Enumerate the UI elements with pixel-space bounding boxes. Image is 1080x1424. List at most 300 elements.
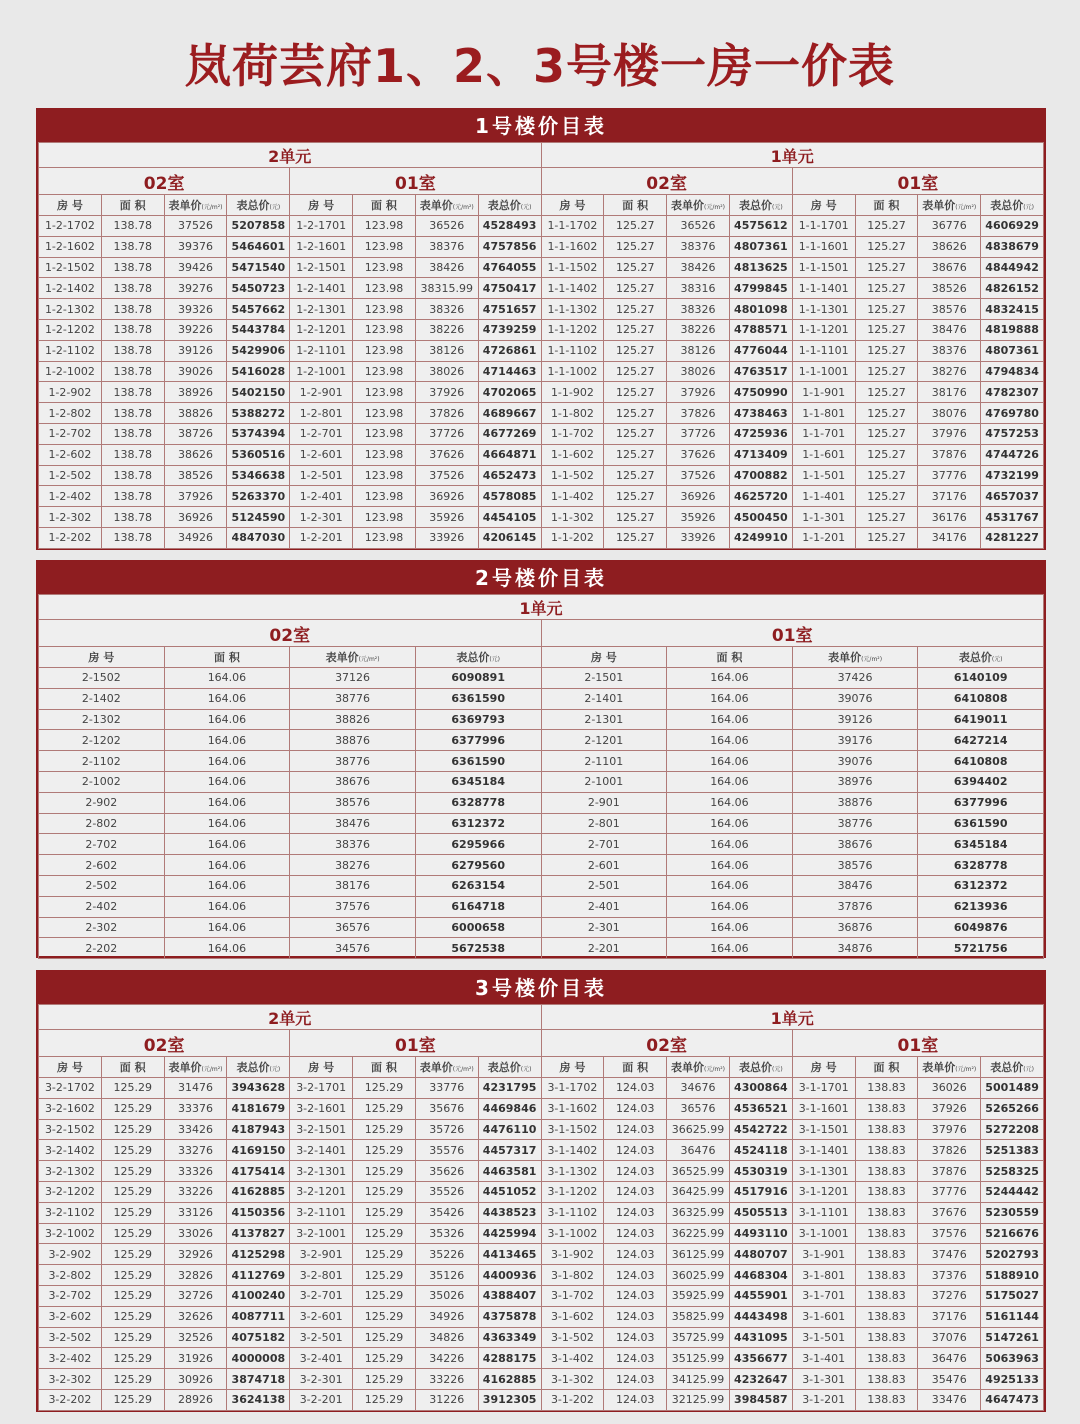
table-row xyxy=(39,236,1044,257)
area-cell: 164.06 xyxy=(667,792,793,813)
total-price-cell: 4689667 xyxy=(478,403,541,424)
unit-price-cell: 38226 xyxy=(667,319,730,340)
col-header-total-unit: (元) xyxy=(520,1066,532,1073)
col-header-unit-price-label: 表单价 xyxy=(168,199,202,212)
room-label: 01室 xyxy=(541,620,1044,647)
table-row xyxy=(39,319,1044,340)
unit-price-cell: 35326 xyxy=(415,1223,478,1244)
area-cell: 123.98 xyxy=(353,527,416,548)
room-no-cell: 1-1-1102 xyxy=(541,340,604,361)
total-price-cell: 5346638 xyxy=(227,465,290,486)
unit-price-cell: 37976 xyxy=(918,1119,981,1140)
room-no-cell: 3-2-301 xyxy=(290,1369,353,1390)
area-cell: 138.78 xyxy=(101,486,164,507)
room-no-cell: 1-1-1502 xyxy=(541,257,604,278)
table-row xyxy=(39,1181,1044,1202)
unit-price-cell: 36026 xyxy=(918,1078,981,1099)
unit-price-cell: 32526 xyxy=(164,1327,227,1348)
area-cell: 138.83 xyxy=(855,1327,918,1348)
total-price-cell: 4112769 xyxy=(227,1265,290,1286)
total-price-cell: 5063963 xyxy=(981,1348,1044,1369)
total-price-cell: 5216676 xyxy=(981,1223,1044,1244)
room-no-cell: 3-2-802 xyxy=(39,1265,102,1286)
col-header-total-unit: (元) xyxy=(269,1066,281,1073)
room-no-cell: 3-1-1301 xyxy=(792,1161,855,1182)
col-header-unit-price-label: 表单价 xyxy=(671,199,705,212)
area-cell: 123.98 xyxy=(353,507,416,528)
area-cell: 164.06 xyxy=(164,668,290,689)
total-price-cell: 4400936 xyxy=(478,1265,541,1286)
room-no-cell: 1-2-1501 xyxy=(290,257,353,278)
table-row xyxy=(39,527,1044,548)
total-price-cell: 5402150 xyxy=(227,382,290,403)
unit-price-cell: 38776 xyxy=(792,813,918,834)
unit-price-cell: 37426 xyxy=(792,668,918,689)
area-cell: 123.98 xyxy=(353,382,416,403)
table-row xyxy=(39,1306,1044,1327)
unit-price-cell: 33226 xyxy=(164,1181,227,1202)
total-price-cell: 5374394 xyxy=(227,423,290,444)
total-price-cell: 4206145 xyxy=(478,527,541,548)
room-label: 02室 xyxy=(541,1030,792,1057)
area-cell: 125.29 xyxy=(101,1285,164,1306)
total-price-cell: 6361590 xyxy=(415,688,541,709)
area-cell: 123.98 xyxy=(353,423,416,444)
room-no-cell: 3-1-1501 xyxy=(792,1119,855,1140)
unit-price-cell: 38876 xyxy=(792,792,918,813)
room-no-cell: 1-2-202 xyxy=(39,527,102,548)
area-cell: 125.29 xyxy=(353,1285,416,1306)
table-row xyxy=(39,1161,1044,1182)
room-no-cell: 1-2-801 xyxy=(290,403,353,424)
room-no-cell: 1-2-302 xyxy=(39,507,102,528)
total-price-cell: 4702065 xyxy=(478,382,541,403)
col-header-total xyxy=(918,647,1044,668)
area-cell: 125.27 xyxy=(855,444,918,465)
total-price-cell: 3943628 xyxy=(227,1078,290,1099)
room-no-cell: 2-1402 xyxy=(39,688,165,709)
area-cell: 123.98 xyxy=(353,486,416,507)
room-no-cell: 1-1-702 xyxy=(541,423,604,444)
col-header-total xyxy=(981,195,1044,216)
unit-price-cell: 38676 xyxy=(290,771,416,792)
total-price-cell: 5202793 xyxy=(981,1244,1044,1265)
unit-price-cell: 33126 xyxy=(164,1202,227,1223)
total-price-cell: 4536521 xyxy=(729,1098,792,1119)
col-header-no: 房 号 xyxy=(290,195,353,216)
room-no-cell: 3-2-1202 xyxy=(39,1181,102,1202)
room-no-cell: 1-1-1002 xyxy=(541,361,604,382)
unit-price-cell: 31476 xyxy=(164,1078,227,1099)
area-cell: 164.06 xyxy=(667,834,793,855)
unit-price-cell: 34676 xyxy=(667,1078,730,1099)
area-cell: 125.29 xyxy=(353,1181,416,1202)
unit-price-cell: 36176 xyxy=(918,507,981,528)
col-header-area: 面 积 xyxy=(353,195,416,216)
col-header-unit-price-label: 表单价 xyxy=(671,1061,705,1074)
total-price-cell: 5175027 xyxy=(981,1285,1044,1306)
total-price-cell: 4100240 xyxy=(227,1285,290,1306)
unit-price-cell: 37526 xyxy=(415,465,478,486)
unit-price-cell: 37876 xyxy=(792,896,918,917)
total-price-cell: 5251383 xyxy=(981,1140,1044,1161)
total-price-cell: 6000658 xyxy=(415,917,541,938)
area-cell: 125.29 xyxy=(101,1202,164,1223)
unit-price-cell: 35926 xyxy=(415,507,478,528)
area-cell: 138.83 xyxy=(855,1078,918,1099)
unit-price-cell: 37676 xyxy=(918,1202,981,1223)
unit-price-cell: 38376 xyxy=(918,340,981,361)
room-no-cell: 2-1001 xyxy=(541,771,667,792)
col-header-total-label: 表总价 xyxy=(487,199,521,212)
total-price-cell: 4652473 xyxy=(478,465,541,486)
unit-price-cell: 35626 xyxy=(415,1161,478,1182)
area-cell: 125.27 xyxy=(604,527,667,548)
unit-price-cell: 38676 xyxy=(792,834,918,855)
room-no-cell: 2-402 xyxy=(39,896,165,917)
unit-price-cell: 35926 xyxy=(667,507,730,528)
area-cell: 125.27 xyxy=(855,527,918,548)
col-header-area: 面 积 xyxy=(604,195,667,216)
unit-price-cell: 37926 xyxy=(415,382,478,403)
area-cell: 164.06 xyxy=(667,730,793,751)
room-no-cell: 2-1201 xyxy=(541,730,667,751)
table-row xyxy=(39,688,1044,709)
room-no-cell: 3-1-601 xyxy=(792,1306,855,1327)
room-no-cell: 2-902 xyxy=(39,792,165,813)
table-row xyxy=(39,1223,1044,1244)
unit-price-cell: 33776 xyxy=(415,1078,478,1099)
area-cell: 124.03 xyxy=(604,1369,667,1390)
total-price-cell: 4231795 xyxy=(478,1078,541,1099)
area-cell: 138.83 xyxy=(855,1140,918,1161)
col-header-total-unit: (元) xyxy=(489,656,501,663)
col-header-total-unit: (元) xyxy=(1023,1066,1034,1073)
total-price-cell: 4363349 xyxy=(478,1327,541,1348)
unit-price-cell: 33476 xyxy=(918,1389,981,1410)
room-no-cell: 3-2-701 xyxy=(290,1285,353,1306)
col-header-unit-price-label: 表单价 xyxy=(419,199,453,212)
table-row xyxy=(39,668,1044,689)
unit-price-cell: 36425.99 xyxy=(667,1181,730,1202)
room-no-cell: 3-2-202 xyxy=(39,1389,102,1410)
unit-header-row xyxy=(39,595,1044,620)
room-no-cell: 2-1401 xyxy=(541,688,667,709)
total-price-cell: 4249910 xyxy=(729,527,792,548)
area-cell: 164.06 xyxy=(164,751,290,772)
unit-price-cell: 37126 xyxy=(290,668,416,689)
area-cell: 164.06 xyxy=(667,938,793,959)
area-cell: 125.27 xyxy=(855,216,918,237)
area-cell: 125.29 xyxy=(353,1078,416,1099)
table-row xyxy=(39,1202,1044,1223)
col-header-no: 房 号 xyxy=(792,195,855,216)
total-price-cell: 4657037 xyxy=(981,486,1044,507)
unit-price-cell: 38276 xyxy=(290,855,416,876)
unit-price-cell: 38576 xyxy=(918,299,981,320)
total-price-cell: 4150356 xyxy=(227,1202,290,1223)
total-price-cell: 6410808 xyxy=(918,688,1044,709)
unit-price-cell: 37926 xyxy=(667,382,730,403)
room-no-cell: 2-702 xyxy=(39,834,165,855)
unit-price-cell: 37576 xyxy=(918,1223,981,1244)
room-no-cell: 1-2-1401 xyxy=(290,278,353,299)
area-cell: 124.03 xyxy=(604,1223,667,1244)
unit-price-cell: 33926 xyxy=(667,527,730,548)
room-no-cell: 2-201 xyxy=(541,938,667,959)
room-no-cell: 3-1-1101 xyxy=(792,1202,855,1223)
col-header-no: 房 号 xyxy=(541,195,604,216)
unit-price-cell: 39076 xyxy=(792,751,918,772)
room-no-cell: 1-1-302 xyxy=(541,507,604,528)
col-header-unit-price-label: 表单价 xyxy=(922,1061,956,1074)
area-cell: 125.27 xyxy=(855,361,918,382)
total-price-cell: 5388272 xyxy=(227,403,290,424)
room-no-cell: 1-1-1101 xyxy=(792,340,855,361)
area-cell: 123.98 xyxy=(353,340,416,361)
room-no-cell: 1-1-301 xyxy=(792,507,855,528)
area-cell: 125.27 xyxy=(855,486,918,507)
room-header-row xyxy=(39,620,1044,647)
room-no-cell: 3-1-1401 xyxy=(792,1140,855,1161)
room-no-cell: 1-1-1602 xyxy=(541,236,604,257)
area-cell: 124.03 xyxy=(604,1327,667,1348)
total-price-cell: 6312372 xyxy=(415,813,541,834)
col-header-area: 面 积 xyxy=(855,195,918,216)
unit-price-cell: 33926 xyxy=(415,527,478,548)
table-row xyxy=(39,855,1044,876)
total-price-cell: 4169150 xyxy=(227,1140,290,1161)
room-no-cell: 3-2-1201 xyxy=(290,1181,353,1202)
total-price-cell: 4505513 xyxy=(729,1202,792,1223)
total-price-cell: 4125298 xyxy=(227,1244,290,1265)
table-row xyxy=(39,507,1044,528)
room-no-cell: 3-1-701 xyxy=(792,1285,855,1306)
room-no-cell: 2-1202 xyxy=(39,730,165,751)
table-row xyxy=(39,403,1044,424)
area-cell: 125.29 xyxy=(353,1161,416,1182)
area-cell: 138.78 xyxy=(101,444,164,465)
col-header-unit-price-label: 表单价 xyxy=(828,651,862,664)
room-label: 02室 xyxy=(541,168,792,195)
unit-price-cell: 35726 xyxy=(415,1119,478,1140)
room-no-cell: 1-1-801 xyxy=(792,403,855,424)
col-header-total xyxy=(478,1057,541,1078)
area-cell: 124.03 xyxy=(604,1078,667,1099)
total-price-cell: 4087711 xyxy=(227,1306,290,1327)
col-header-area: 面 积 xyxy=(101,195,164,216)
area-cell: 164.06 xyxy=(667,771,793,792)
total-price-cell: 4528493 xyxy=(478,216,541,237)
unit-price-cell: 36476 xyxy=(918,1348,981,1369)
col-header-unit-price-unit: (元/m²) xyxy=(452,1066,474,1073)
unit-price-cell: 36125.99 xyxy=(667,1244,730,1265)
unit-price-cell: 37626 xyxy=(415,444,478,465)
area-cell: 125.29 xyxy=(353,1389,416,1410)
room-no-cell: 1-1-1201 xyxy=(792,319,855,340)
area-cell: 125.29 xyxy=(353,1223,416,1244)
total-price-cell: 6361590 xyxy=(415,751,541,772)
room-no-cell: 1-1-901 xyxy=(792,382,855,403)
room-no-cell: 3-2-601 xyxy=(290,1306,353,1327)
room-no-cell: 3-1-1201 xyxy=(792,1181,855,1202)
total-price-cell: 4476110 xyxy=(478,1119,541,1140)
area-cell: 138.78 xyxy=(101,299,164,320)
unit-price-cell: 31926 xyxy=(164,1348,227,1369)
unit-price-cell: 33426 xyxy=(164,1119,227,1140)
area-cell: 125.29 xyxy=(101,1161,164,1182)
col-header-unit-price xyxy=(290,647,416,668)
total-price-cell: 6213936 xyxy=(918,896,1044,917)
table-row xyxy=(39,1285,1044,1306)
total-price-cell: 6049876 xyxy=(918,917,1044,938)
total-price-cell: 5147261 xyxy=(981,1327,1044,1348)
total-price-cell: 4847030 xyxy=(227,527,290,548)
room-no-cell: 3-1-1202 xyxy=(541,1181,604,1202)
unit-price-cell: 39226 xyxy=(164,319,227,340)
area-cell: 164.06 xyxy=(164,730,290,751)
area-cell: 125.27 xyxy=(604,216,667,237)
area-cell: 125.27 xyxy=(855,382,918,403)
col-header-unit-price-label: 表单价 xyxy=(168,1061,202,1074)
unit-price-cell: 38376 xyxy=(290,834,416,855)
area-cell: 138.83 xyxy=(855,1161,918,1182)
table-row xyxy=(39,1140,1044,1161)
price-table xyxy=(38,142,1044,549)
total-price-cell: 6328778 xyxy=(918,855,1044,876)
column-header-row xyxy=(39,1057,1044,1078)
unit-price-cell: 37376 xyxy=(918,1265,981,1286)
unit-label: 2单元 xyxy=(39,143,542,168)
total-price-cell: 4750990 xyxy=(729,382,792,403)
total-price-cell: 4769780 xyxy=(981,403,1044,424)
total-price-cell: 4232647 xyxy=(729,1369,792,1390)
area-cell: 138.83 xyxy=(855,1202,918,1223)
unit-price-cell: 39176 xyxy=(792,730,918,751)
total-price-cell: 6263154 xyxy=(415,875,541,896)
room-no-cell: 3-1-1302 xyxy=(541,1161,604,1182)
area-cell: 125.27 xyxy=(604,465,667,486)
area-cell: 125.27 xyxy=(855,299,918,320)
area-cell: 125.27 xyxy=(855,319,918,340)
total-price-cell: 4531767 xyxy=(981,507,1044,528)
room-no-cell: 1-2-201 xyxy=(290,527,353,548)
col-header-unit-price xyxy=(918,195,981,216)
area-cell: 125.29 xyxy=(353,1202,416,1223)
unit-price-cell: 38976 xyxy=(792,771,918,792)
total-price-cell: 4463581 xyxy=(478,1161,541,1182)
unit-price-cell: 37926 xyxy=(164,486,227,507)
area-cell: 138.83 xyxy=(855,1306,918,1327)
room-no-cell: 1-1-1202 xyxy=(541,319,604,340)
room-no-cell: 1-1-1302 xyxy=(541,299,604,320)
unit-price-cell: 39026 xyxy=(164,361,227,382)
total-price-cell: 6369793 xyxy=(415,709,541,730)
total-price-cell: 4732199 xyxy=(981,465,1044,486)
room-no-cell: 3-1-502 xyxy=(541,1327,604,1348)
room-no-cell: 3-1-1002 xyxy=(541,1223,604,1244)
total-price-cell: 5207858 xyxy=(227,216,290,237)
total-price-cell: 4757253 xyxy=(981,423,1044,444)
unit-price-cell: 35725.99 xyxy=(667,1327,730,1348)
room-no-cell: 1-2-602 xyxy=(39,444,102,465)
price-table xyxy=(38,594,1044,959)
unit-price-cell: 38315.99 xyxy=(415,278,478,299)
room-no-cell: 3-2-402 xyxy=(39,1348,102,1369)
room-no-cell: 2-1501 xyxy=(541,668,667,689)
total-price-cell: 4726861 xyxy=(478,340,541,361)
room-no-cell: 2-502 xyxy=(39,875,165,896)
unit-price-cell: 38776 xyxy=(290,688,416,709)
table-row xyxy=(39,465,1044,486)
area-cell: 124.03 xyxy=(604,1140,667,1161)
room-label: 01室 xyxy=(792,168,1043,195)
room-no-cell: 3-2-801 xyxy=(290,1265,353,1286)
unit-price-cell: 39326 xyxy=(164,299,227,320)
unit-price-cell: 37176 xyxy=(918,1306,981,1327)
unit-price-cell: 38526 xyxy=(164,465,227,486)
table-row xyxy=(39,1265,1044,1286)
total-price-cell: 6090891 xyxy=(415,668,541,689)
total-price-cell: 6377996 xyxy=(415,730,541,751)
area-cell: 124.03 xyxy=(604,1306,667,1327)
price-table xyxy=(38,1004,1044,1411)
room-no-cell: 2-302 xyxy=(39,917,165,938)
room-no-cell: 3-1-702 xyxy=(541,1285,604,1306)
table-row xyxy=(39,1098,1044,1119)
area-cell: 164.06 xyxy=(667,688,793,709)
total-price-cell: 4530319 xyxy=(729,1161,792,1182)
total-price-cell: 6312372 xyxy=(918,875,1044,896)
room-no-cell: 1-2-502 xyxy=(39,465,102,486)
total-price-cell: 5450723 xyxy=(227,278,290,299)
total-price-cell: 4776044 xyxy=(729,340,792,361)
area-cell: 138.83 xyxy=(855,1244,918,1265)
col-header-total-label: 表总价 xyxy=(739,199,772,212)
area-cell: 138.83 xyxy=(855,1119,918,1140)
unit-price-cell: 34576 xyxy=(290,938,416,959)
room-no-cell: 1-2-402 xyxy=(39,486,102,507)
room-no-cell: 3-2-702 xyxy=(39,1285,102,1306)
room-no-cell: 1-2-1601 xyxy=(290,236,353,257)
area-cell: 164.06 xyxy=(164,917,290,938)
col-header-unit-price xyxy=(792,647,918,668)
area-cell: 164.06 xyxy=(164,771,290,792)
table-row xyxy=(39,1369,1044,1390)
area-cell: 123.98 xyxy=(353,278,416,299)
table-row xyxy=(39,486,1044,507)
area-cell: 125.29 xyxy=(101,1098,164,1119)
total-price-cell: 5443784 xyxy=(227,319,290,340)
table-row xyxy=(39,709,1044,730)
unit-price-cell: 37276 xyxy=(918,1285,981,1306)
room-no-cell: 1-1-701 xyxy=(792,423,855,444)
area-cell: 125.27 xyxy=(604,299,667,320)
total-price-cell: 5272208 xyxy=(981,1119,1044,1140)
room-no-cell: 1-1-902 xyxy=(541,382,604,403)
col-header-total xyxy=(227,195,290,216)
total-price-cell: 4500450 xyxy=(729,507,792,528)
room-no-cell: 3-1-301 xyxy=(792,1369,855,1390)
area-cell: 164.06 xyxy=(164,792,290,813)
area-cell: 138.78 xyxy=(101,465,164,486)
unit-price-cell: 38326 xyxy=(667,299,730,320)
table-row xyxy=(39,813,1044,834)
unit-price-cell: 37626 xyxy=(667,444,730,465)
room-no-cell: 2-901 xyxy=(541,792,667,813)
area-cell: 125.27 xyxy=(604,361,667,382)
unit-price-cell: 37726 xyxy=(667,423,730,444)
